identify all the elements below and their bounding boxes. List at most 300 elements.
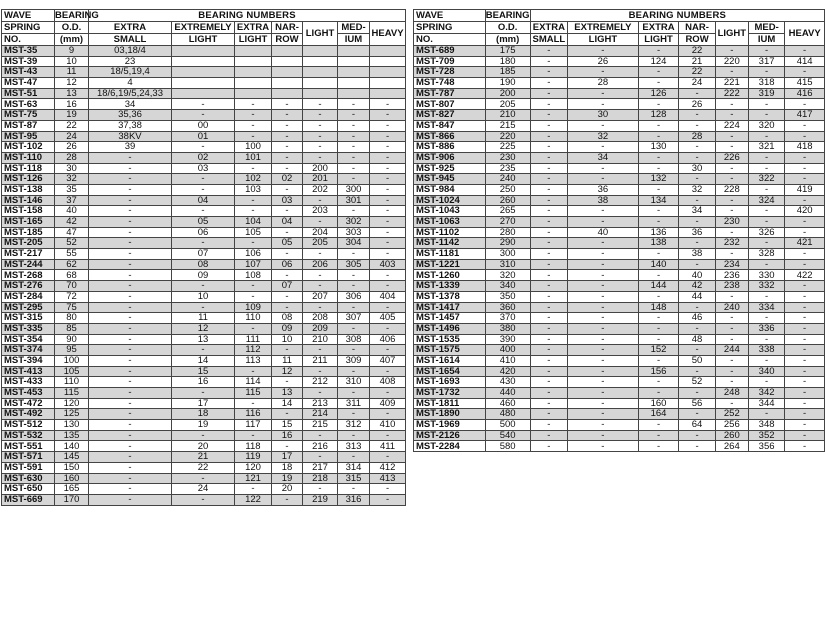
extra-light-cell: 122 [235,494,272,505]
light-cell: 248 [715,388,748,399]
header-narrow-2: ROW [272,34,303,46]
narrow-cell: - [679,302,715,313]
extra-small-cell: - [89,313,172,324]
extra-light-cell: - [638,217,679,228]
heavy-cell: 421 [785,238,825,249]
extremely-light-cell: - [568,398,639,409]
light-cell: 240 [715,302,748,313]
wave-spring-no-cell: MST-51 [2,88,55,99]
narrow-cell: - [679,110,715,121]
extremely-light-cell: - [172,184,235,195]
extra-light-cell: 114 [235,377,272,388]
light-cell: 217 [303,462,338,473]
table-row [414,206,825,217]
extra-light-cell: 112 [235,345,272,356]
extra-light-cell: - [235,238,272,249]
extremely-light-cell: - [568,163,639,174]
wave-spring-no-cell: MST-126 [2,174,55,185]
light-cell: - [715,249,748,260]
table-row [414,217,825,228]
medium-cell: - [748,184,784,195]
table-row [414,398,825,409]
light-cell: 205 [303,238,338,249]
light-cell: 228 [715,184,748,195]
bearing-od-cell: 68 [55,270,89,281]
table-row [2,430,406,441]
extremely-light-cell: - [568,388,639,399]
extra-small-cell: - [89,409,172,420]
extra-small-cell: - [530,270,567,281]
narrow-cell: - [679,366,715,377]
extra-light-cell [235,46,272,57]
table-row [414,313,825,324]
narrow-cell: 12 [272,366,303,377]
medium-cell [338,78,370,89]
bearing-od-cell: 580 [485,441,530,452]
extremely-light-cell: 11 [172,313,235,324]
extra-small-cell: - [530,142,567,153]
bearing-od-cell: 12 [55,78,89,89]
bearing-od-cell: 175 [485,46,530,57]
narrow-cell: 11 [272,355,303,366]
wave-spring-no-cell: MST-472 [2,398,55,409]
medium-cell: - [338,366,370,377]
extra-light-cell: - [638,420,679,431]
bearing-od-cell: 420 [485,366,530,377]
extra-light-cell: - [638,334,679,345]
narrow-cell [272,56,303,67]
light-cell: - [303,388,338,399]
narrow-cell: - [679,195,715,206]
heavy-cell: 411 [370,441,406,452]
extremely-light-cell: 13 [172,334,235,345]
medium-cell: - [338,484,370,495]
table-row [414,388,825,399]
wave-spring-no-cell: MST-433 [2,377,55,388]
extra-light-cell: 109 [235,302,272,313]
extra-small-cell: - [89,174,172,185]
light-cell: 200 [303,163,338,174]
light-cell: - [715,99,748,110]
extra-small-cell: 03,18/4 [89,46,172,57]
extra-light-cell: - [638,441,679,452]
medium-cell: 352 [748,430,784,441]
extremely-light-cell: - [568,366,639,377]
medium-cell: 304 [338,238,370,249]
table-row [414,366,825,377]
heavy-cell: 413 [370,473,406,484]
extra-small-cell: - [530,56,567,67]
extremely-light-cell: - [172,345,235,356]
heavy-cell: 418 [785,142,825,153]
medium-cell: - [748,163,784,174]
light-cell: - [303,120,338,131]
narrow-cell: 14 [272,398,303,409]
bearing-od-cell: 400 [485,345,530,356]
extra-small-cell: 23 [89,56,172,67]
table-row [2,78,406,89]
heavy-cell: 420 [785,206,825,217]
wave-spring-no-cell: MST-1142 [414,238,486,249]
narrow-cell: 20 [272,484,303,495]
medium-cell: 328 [748,249,784,260]
medium-cell: - [338,388,370,399]
extremely-light-cell: - [568,345,639,356]
heavy-cell: 409 [370,398,406,409]
wave-spring-no-cell: MST-512 [2,420,55,431]
bearing-od-cell: 22 [55,120,89,131]
extra-small-cell: - [89,398,172,409]
heavy-cell: - [370,430,406,441]
narrow-cell: - [272,302,303,313]
bearing-od-cell: 380 [485,323,530,334]
bearing-od-cell: 145 [55,452,89,463]
extra-light-cell: - [638,377,679,388]
light-cell: 244 [715,345,748,356]
bearing-od-cell: 62 [55,259,89,270]
bearing-od-cell: 190 [485,78,530,89]
extra-light-cell: 110 [235,313,272,324]
table-row [2,46,406,57]
header-extra-light: EXTRA [235,22,272,34]
extra-small-cell: - [530,238,567,249]
light-cell [303,78,338,89]
extra-small-cell: - [89,152,172,163]
wave-spring-no-cell: MST-1890 [414,409,486,420]
narrow-cell: - [272,184,303,195]
extra-light-cell: 115 [235,388,272,399]
header-wave-spring-no: WAVE [414,10,486,22]
light-cell: 252 [715,409,748,420]
extra-light-cell: 152 [638,345,679,356]
heavy-cell: - [370,494,406,505]
medium-cell: 319 [748,88,784,99]
medium-cell: - [338,249,370,260]
medium-cell: - [338,152,370,163]
extremely-light-cell: - [172,473,235,484]
extremely-light-cell: 38 [568,195,639,206]
extra-small-cell: - [530,313,567,324]
extra-small-cell: - [530,259,567,270]
extra-light-cell: 117 [235,420,272,431]
wave-spring-no-cell: MST-394 [2,355,55,366]
light-cell: 230 [715,217,748,228]
heavy-cell: 408 [370,377,406,388]
table-row [2,120,406,131]
heavy-cell: - [370,110,406,121]
light-cell: 213 [303,398,338,409]
bearing-od-cell: 150 [55,462,89,473]
table-row [414,238,825,249]
wave-spring-no-cell: MST-945 [414,174,486,185]
bearing-od-cell: 19 [55,110,89,121]
extremely-light-cell: - [568,313,639,324]
extra-light-cell: 102 [235,174,272,185]
heavy-cell: 404 [370,291,406,302]
medium-cell: - [748,152,784,163]
wave-spring-no-cell: MST-2126 [414,430,486,441]
light-cell: - [715,227,748,238]
extremely-light-cell [172,67,235,78]
light-cell: 221 [715,78,748,89]
wave-spring-no-cell: MST-268 [2,270,55,281]
table-row [414,174,825,185]
medium-cell: 324 [748,195,784,206]
table-row [2,195,406,206]
narrow-cell: 04 [272,217,303,228]
narrow-cell: 56 [679,398,715,409]
narrow-cell: - [679,323,715,334]
bearing-od-cell: 24 [55,131,89,142]
narrow-cell: 52 [679,377,715,388]
header-no: NO. [2,34,55,46]
extremely-light-cell: - [568,67,639,78]
extra-small-cell: - [89,302,172,313]
wave-spring-no-cell: MST-1260 [414,270,486,281]
light-cell: 232 [715,238,748,249]
extra-small-cell: 37,38 [89,120,172,131]
extra-small-cell: - [530,217,567,228]
medium-cell [338,46,370,57]
extra-light-cell: 130 [638,142,679,153]
header-light: LIGHT [715,22,748,46]
medium-cell: 302 [338,217,370,228]
wave-spring-no-cell: MST-827 [414,110,486,121]
extra-small-cell: - [530,441,567,452]
extra-light-cell: 126 [638,88,679,99]
wave-spring-no-cell: MST-295 [2,302,55,313]
extra-small-cell: - [89,217,172,228]
heavy-cell [370,67,406,78]
table-row [2,249,406,260]
extra-light-cell: - [235,131,272,142]
extra-small-cell: - [89,163,172,174]
table-row [2,206,406,217]
heavy-cell: - [785,281,825,292]
wave-spring-no-cell: MST-650 [2,484,55,495]
narrow-cell: 22 [679,67,715,78]
table-row [2,238,406,249]
bearing-od-cell: 70 [55,281,89,292]
heavy-cell: 412 [370,462,406,473]
heavy-cell: - [785,302,825,313]
narrow-cell: 05 [272,238,303,249]
extra-small-cell: - [530,110,567,121]
table-body-right [414,46,825,452]
table-row [414,78,825,89]
heavy-cell: - [785,174,825,185]
narrow-cell: - [272,99,303,110]
header-bearing-od: BEARING [55,9,99,21]
extra-small-cell: - [89,227,172,238]
bearing-od-cell: 47 [55,227,89,238]
extremely-light-cell: 40 [568,227,639,238]
heavy-cell: - [370,281,406,292]
extra-small-cell: - [89,355,172,366]
extra-light-cell: 134 [638,195,679,206]
table-row [2,398,406,409]
heavy-cell: - [785,377,825,388]
extremely-light-cell: - [568,377,639,388]
bearing-table-left [1,9,406,506]
bearing-od-cell: 28 [55,152,89,163]
extra-small-cell: - [530,409,567,420]
extra-light-cell: 118 [235,441,272,452]
medium-cell: 313 [338,441,370,452]
extremely-light-cell: - [568,441,639,452]
medium-cell: - [748,334,784,345]
table-row [2,270,406,281]
extremely-light-cell: 10 [172,291,235,302]
light-cell: 236 [715,270,748,281]
heavy-cell: - [370,227,406,238]
extra-small-cell: - [89,334,172,345]
heavy-cell: - [370,142,406,153]
bearing-od-cell: 13 [55,88,89,99]
medium-cell: 334 [748,302,784,313]
medium-cell: - [338,206,370,217]
table-row [414,99,825,110]
table-row [414,142,825,153]
wave-spring-no-cell: MST-374 [2,345,55,356]
table-row [2,388,406,399]
table-row [414,152,825,163]
narrow-cell: - [272,142,303,153]
extra-small-cell: - [530,99,567,110]
narrow-cell: - [272,291,303,302]
extremely-light-cell: - [568,238,639,249]
light-cell: - [303,249,338,260]
extremely-light-cell: 15 [172,366,235,377]
extremely-light-cell: - [568,409,639,420]
table-row [414,88,825,99]
heavy-cell: 406 [370,334,406,345]
header-extra-small: EXTRA [530,22,567,34]
wave-spring-no-cell: MST-217 [2,249,55,260]
extremely-light-cell: - [568,206,639,217]
medium-cell: 314 [338,462,370,473]
bearing-od-cell: 185 [485,67,530,78]
bearing-od-cell: 160 [55,473,89,484]
extremely-light-cell: - [568,323,639,334]
wave-spring-no-cell: MST-1102 [414,227,486,238]
table-row [2,281,406,292]
table-row [2,56,406,67]
light-cell: - [715,398,748,409]
light-cell: 215 [303,420,338,431]
medium-cell: - [338,281,370,292]
light-cell: - [303,142,338,153]
bearing-od-cell: 300 [485,249,530,260]
table-row [414,195,825,206]
heavy-cell: 403 [370,259,406,270]
extra-light-cell: - [235,398,272,409]
light-cell: 234 [715,259,748,270]
narrow-cell: - [272,494,303,505]
table-row [414,227,825,238]
wave-spring-no-cell: MST-95 [2,131,55,142]
extremely-light-cell: - [568,120,639,131]
table-row [414,323,825,334]
light-cell: - [715,334,748,345]
extra-light-cell: - [235,195,272,206]
table-row [2,88,406,99]
heavy-cell: - [785,313,825,324]
extra-small-cell: - [530,355,567,366]
bearing-od-cell: 37 [55,195,89,206]
bearing-od-cell: 205 [485,99,530,110]
heavy-cell: - [370,184,406,195]
narrow-cell: - [272,206,303,217]
light-cell: 206 [303,259,338,270]
extra-light-cell: 156 [638,366,679,377]
heavy-cell: - [785,345,825,356]
header-wave-spring-no: WAVE [2,10,55,22]
narrow-cell: 17 [272,452,303,463]
table-row [2,462,406,473]
extra-small-cell: - [89,484,172,495]
medium-cell [338,67,370,78]
bearing-od-cell: 120 [55,398,89,409]
medium-cell: 348 [748,420,784,431]
extremely-light-cell: - [172,110,235,121]
bearing-od-cell: 95 [55,345,89,356]
wave-spring-no-cell: MST-1378 [414,291,486,302]
extra-light-cell: - [638,388,679,399]
wave-spring-no-cell: MST-47 [2,78,55,89]
extra-small-cell: - [89,494,172,505]
heavy-cell: - [785,152,825,163]
table-row [2,184,406,195]
heavy-cell: - [370,249,406,260]
narrow-cell: - [272,409,303,420]
narrow-cell: - [272,441,303,452]
header-extra-light: EXTRA [638,22,679,34]
heavy-cell: - [785,323,825,334]
narrow-cell: - [679,441,715,452]
heavy-cell: - [785,355,825,366]
table-row [2,323,406,334]
narrow-cell: 42 [679,281,715,292]
bearing-od-cell: 210 [485,110,530,121]
medium-cell: - [748,238,784,249]
extra-light-cell: - [235,163,272,174]
bearing-od-cell: 230 [485,152,530,163]
wave-spring-no-cell: MST-354 [2,334,55,345]
bearing-od-cell: 30 [55,163,89,174]
wave-spring-no-cell: MST-807 [414,99,486,110]
light-cell: - [715,323,748,334]
heavy-cell: - [370,120,406,131]
extra-small-cell: - [530,302,567,313]
bearing-od-cell: 40 [55,206,89,217]
table-row [2,452,406,463]
heavy-cell: - [785,131,825,142]
extra-light-cell: - [638,270,679,281]
header-extra-light-2: LIGHT [638,34,679,46]
heavy-cell: - [370,195,406,206]
extremely-light-cell: - [172,302,235,313]
heavy-cell [370,88,406,99]
extra-light-cell: - [638,249,679,260]
header-light: LIGHT [303,22,338,46]
table-body-left [2,46,406,506]
bearing-od-cell: 16 [55,99,89,110]
extra-small-cell: - [89,430,172,441]
extra-light-cell [235,56,272,67]
wave-spring-no-cell: MST-492 [2,409,55,420]
extremely-light-cell [172,46,235,57]
